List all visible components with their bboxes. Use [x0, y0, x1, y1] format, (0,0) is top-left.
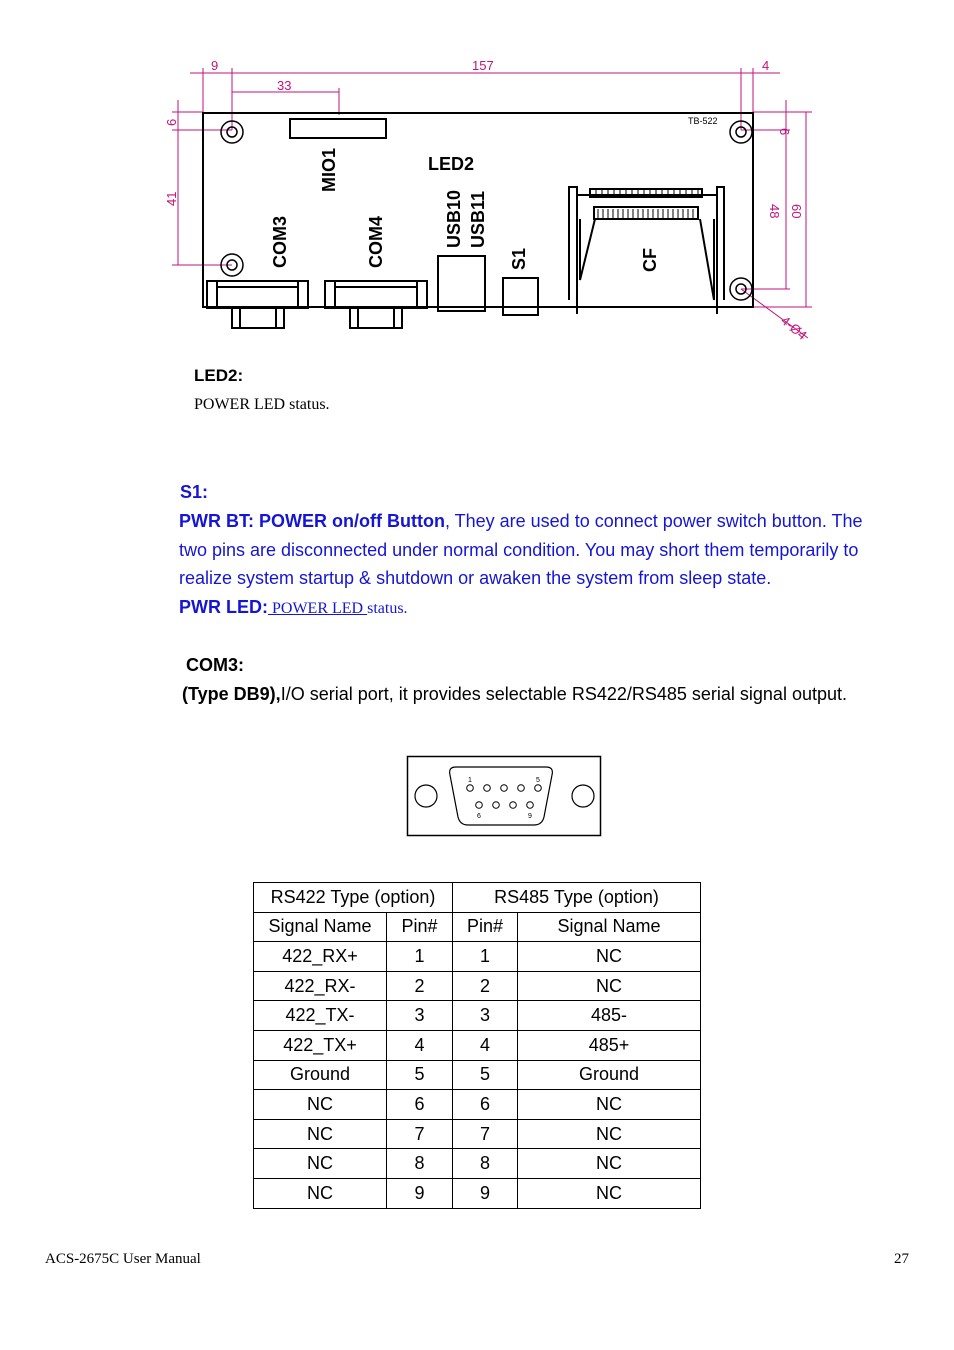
table-cell: 422_RX-: [254, 971, 387, 1001]
s1-heading: S1:: [180, 482, 209, 502]
table-cell: 1: [387, 942, 453, 972]
com4-connector: [325, 281, 427, 328]
table-cell: 6: [387, 1090, 453, 1120]
table-group-header-row: [254, 883, 701, 913]
s1-line2: two pins are disconnected under normal condition. You may short them temporarily to: [179, 539, 859, 560]
dim-41: 41: [164, 191, 179, 206]
table-cell: 7: [453, 1119, 518, 1149]
table-row: [254, 1030, 701, 1060]
page-number: 27: [894, 1251, 909, 1267]
com3-description: [182, 684, 847, 705]
dim-33: 33: [277, 78, 292, 93]
table-row: [254, 1090, 701, 1120]
table-cell: NC: [518, 971, 701, 1001]
table-cell: NC: [518, 1178, 701, 1208]
table-cell: 6: [453, 1090, 518, 1120]
table-cell: 485+: [518, 1030, 701, 1060]
db9-pin9-label: 9: [528, 813, 532, 820]
table-cell: 5: [387, 1060, 453, 1090]
table-column-header-row: [254, 912, 701, 942]
column-header: Signal Name: [254, 912, 387, 942]
table-cell: 2: [453, 971, 518, 1001]
table-cell: 5: [453, 1060, 518, 1090]
table-row: [254, 1001, 701, 1031]
table-cell: NC: [254, 1149, 387, 1179]
dim-9: 9: [211, 58, 219, 73]
com3-pin-table: [253, 882, 701, 1209]
cf-pins: [596, 189, 698, 219]
table-cell: Ground: [254, 1060, 387, 1090]
table-cell: NC: [518, 942, 701, 972]
mio1-header: [290, 119, 386, 138]
pwr-led-status: status.: [367, 599, 408, 617]
footer-manual-title: ACS-2675C User Manual: [45, 1251, 201, 1267]
mio1-label: MIO1: [319, 147, 339, 192]
led2-description: POWER LED status.: [194, 396, 330, 413]
com3-type: (Type DB9),: [182, 684, 281, 704]
rs422-header: RS422 Type (option): [254, 883, 453, 913]
pwr-bt-label: PWR BT: POWER on/off Button: [179, 511, 445, 531]
table-cell: 7: [387, 1119, 453, 1149]
table-cell: 422_TX-: [254, 1001, 387, 1031]
table-cell: 1: [453, 942, 518, 972]
table-cell: 3: [387, 1001, 453, 1031]
table-cell: 9: [387, 1178, 453, 1208]
table-cell: NC: [518, 1149, 701, 1179]
s1-switch: [503, 278, 538, 315]
com3-heading: COM3:: [186, 655, 244, 675]
usb11-label: USB11: [468, 190, 488, 248]
cf-label: CF: [640, 248, 660, 272]
table-cell: 9: [453, 1178, 518, 1208]
s1-line1: , They are used to connect power switch button. The: [444, 511, 863, 531]
table-row: [254, 1178, 701, 1208]
table-row: [254, 1119, 701, 1149]
table-cell: 3: [453, 1001, 518, 1031]
table-cell: 422_RX+: [254, 942, 387, 972]
board-label: TB-522: [688, 116, 718, 126]
dim-6-left: 6: [164, 118, 179, 126]
table-row: [254, 1060, 701, 1090]
db9-pin1-label: 1: [468, 777, 472, 784]
usb-connector: [438, 256, 485, 311]
com3-connector: [207, 281, 308, 328]
dim-4: 4: [762, 58, 770, 73]
com3-desc-text: I/O serial port, it provides selectable RS422/RS485 serial signal output.: [280, 684, 847, 704]
led2-label: LED2: [428, 154, 475, 174]
com3-label: COM3: [270, 215, 290, 268]
dim-48: 48: [767, 204, 782, 219]
db9-pin5-label: 5: [536, 777, 540, 784]
s1-label: S1: [509, 247, 529, 270]
column-header: Pin#: [453, 912, 518, 942]
table-cell: Ground: [518, 1060, 701, 1090]
table-row: [254, 1149, 701, 1179]
board-diagram: [0, 0, 954, 360]
table-cell: 4: [387, 1030, 453, 1060]
pwr-led-label: PWR LED:: [179, 596, 268, 617]
rs485-header: RS485 Type (option): [453, 883, 701, 913]
led2-heading: LED2:: [194, 366, 244, 385]
db9-pin6-label: 6: [477, 813, 481, 820]
table-row: [254, 971, 701, 1001]
com4-label: COM4: [366, 215, 386, 268]
s1-description: [179, 507, 929, 623]
table-row: [254, 942, 701, 972]
dim-6-right: 6: [777, 128, 792, 136]
usb10-label: USB10: [444, 189, 464, 248]
column-header: Signal Name: [518, 912, 701, 942]
table-cell: 8: [387, 1149, 453, 1179]
table-cell: NC: [254, 1119, 387, 1149]
db9-connector-drawing: [406, 755, 603, 839]
table-cell: 4: [453, 1030, 518, 1060]
column-header: Pin#: [387, 912, 453, 942]
table-cell: 8: [453, 1149, 518, 1179]
table-cell: 485-: [518, 1001, 701, 1031]
dim-60: 60: [789, 204, 804, 219]
table-cell: 422_TX+: [254, 1030, 387, 1060]
table-cell: NC: [518, 1090, 701, 1120]
table-cell: NC: [254, 1090, 387, 1120]
table-cell: NC: [518, 1119, 701, 1149]
table-cell: 2: [387, 971, 453, 1001]
s1-line3: realize system startup & shutdown or awaken the system from sleep state.: [179, 568, 772, 588]
pwr-led-link: POWER LED: [268, 599, 368, 617]
dim-hole: 4-Ø4: [778, 312, 810, 343]
table-cell: NC: [254, 1178, 387, 1208]
dim-157: 157: [472, 58, 494, 73]
